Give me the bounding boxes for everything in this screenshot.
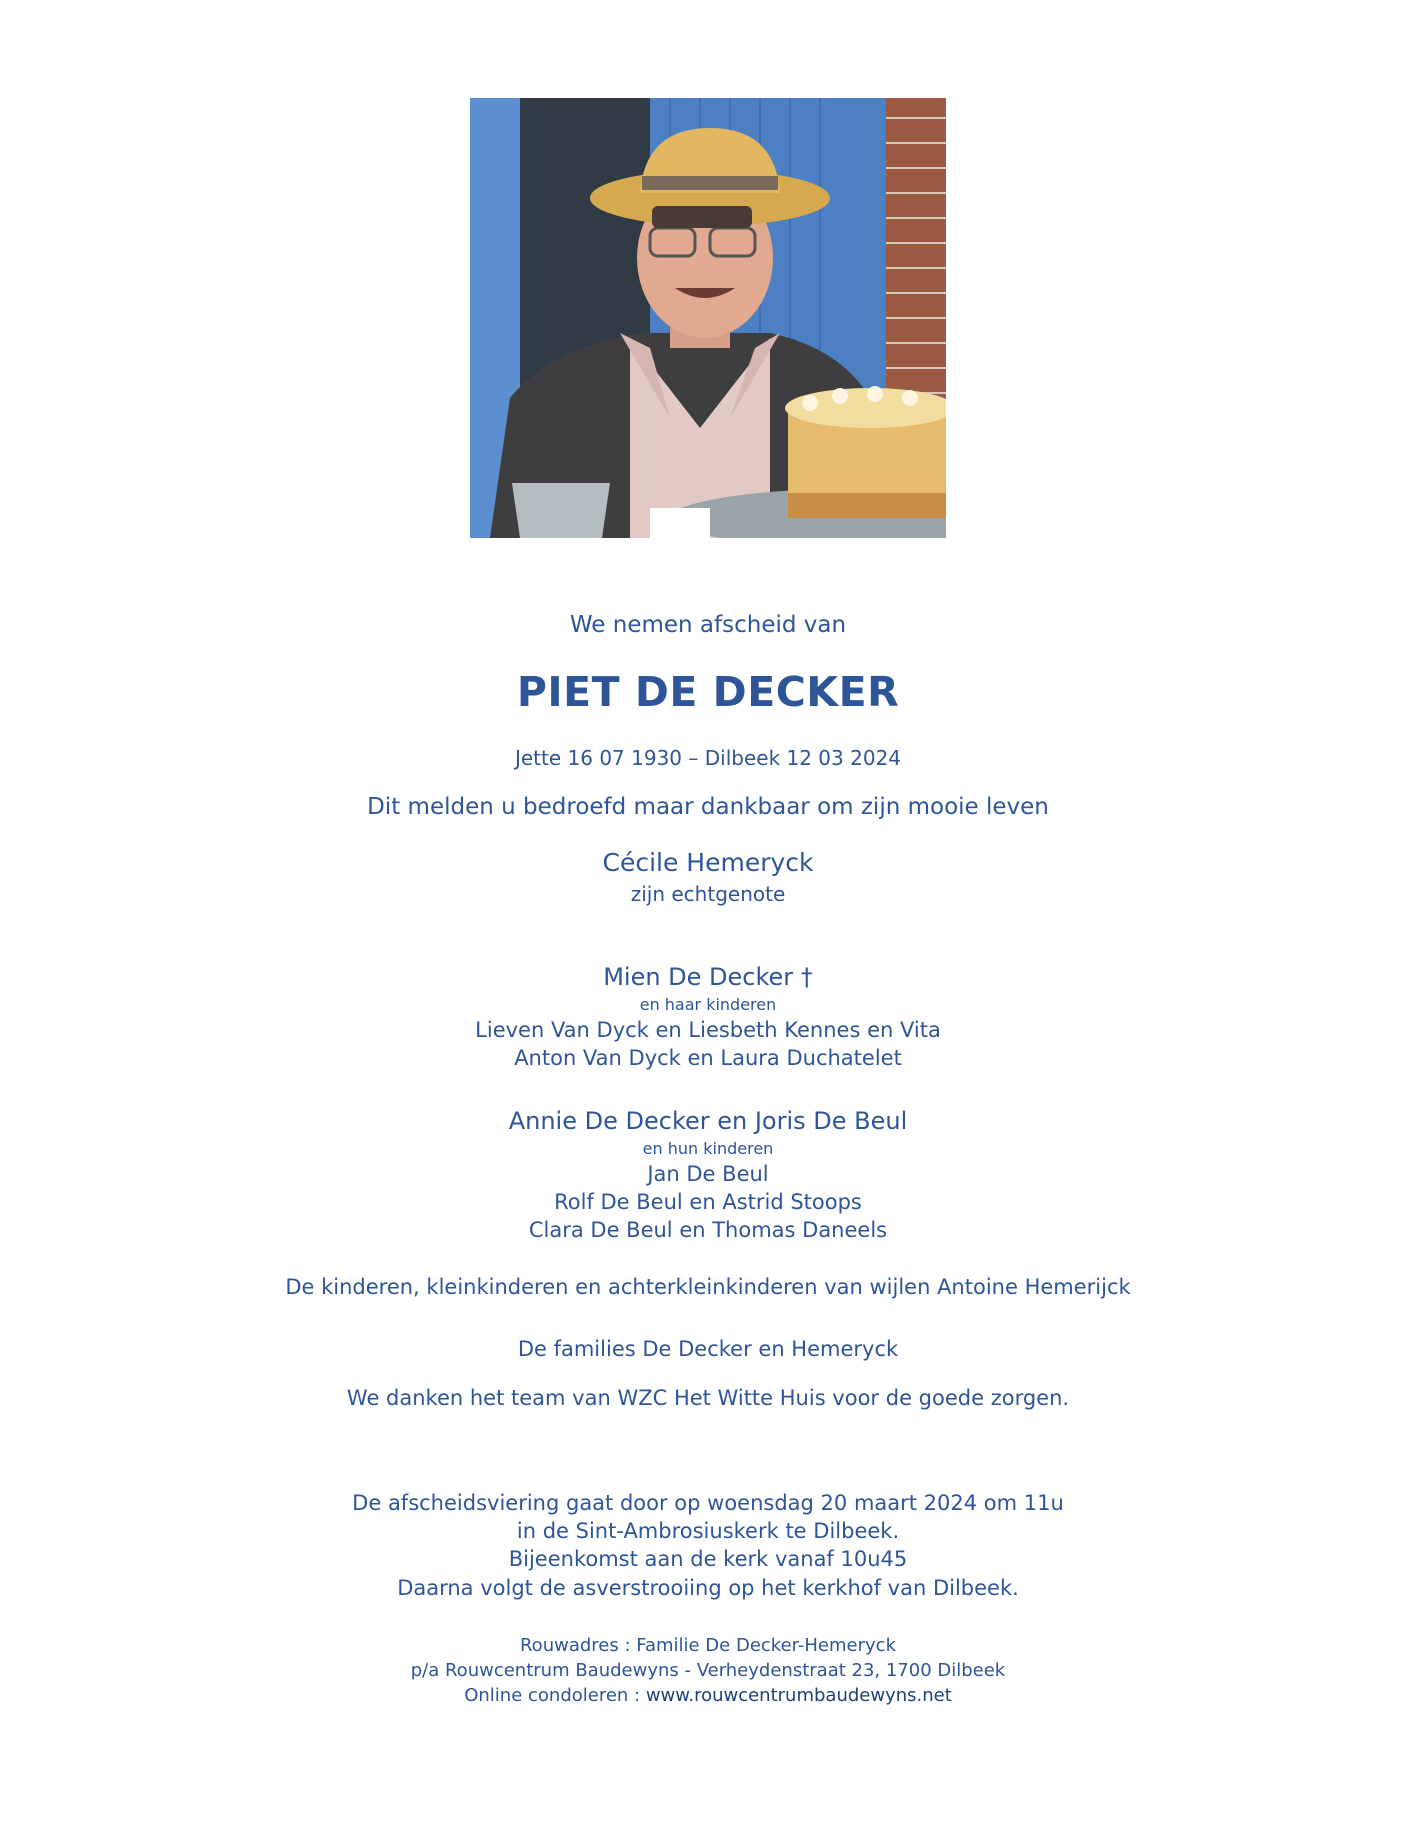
grandchild-line: Rolf De Beul en Astrid Stoops bbox=[554, 1190, 862, 1214]
mourning-address: Rouwadres : Familie De Decker-Hemeryck bbox=[519, 1635, 896, 1656]
deceased-name: PIET DE DECKER bbox=[516, 668, 900, 716]
child-name: Annie De Decker en Joris De Beul bbox=[508, 1107, 908, 1135]
extended-family-text: De kinderen, kleinkinderen en achterkleinkinderen van wijlen Antoine Hemerijck bbox=[285, 1275, 1131, 1299]
funeral-info-line: Daarna volgt de asverstrooiing op het kerkhof van Dilbeek. bbox=[397, 1576, 1019, 1600]
thanks-text: We danken het team van WZC Het Witte Huis voor de goede zorgen. bbox=[346, 1386, 1070, 1410]
announcement-message: Dit melden u bedroefd maar dankbaar om zijn mooie leven bbox=[367, 794, 1049, 820]
portrait-photo bbox=[470, 98, 946, 538]
condolence-website-link[interactable]: www.rouwcentrumbaudewyns.net bbox=[645, 1685, 952, 1706]
families-text: De families De Decker en Hemeryck bbox=[517, 1337, 899, 1361]
funeral-home-address: p/a Rouwcentrum Baudewyns - Verheydenstraat 23, 1700 Dilbeek bbox=[410, 1660, 1006, 1681]
funeral-info-line: De afscheidsviering gaat door op woensdag 20 maart 2024 om 11u bbox=[352, 1491, 1064, 1515]
spouse-role: zijn echtgenote bbox=[630, 882, 786, 906]
birth-death-dates: Jette 16 07 1930 – Dilbeek 12 03 2024 bbox=[514, 746, 902, 770]
child-subtitle: en hun kinderen bbox=[642, 1139, 774, 1158]
funeral-info-line: in de Sint-Ambrosiuskerk te Dilbeek. bbox=[516, 1519, 900, 1543]
child-name: Mien De Decker † bbox=[603, 963, 813, 991]
spouse-name: Cécile Hemeryck bbox=[602, 848, 814, 877]
online-condolence-line bbox=[0, 1685, 1416, 1706]
intro-text: We nemen afscheid van bbox=[569, 612, 847, 638]
grandchild-line: Anton Van Dyck en Laura Duchatelet bbox=[514, 1046, 902, 1070]
funeral-info-line: Bijeenkomst aan de kerk vanaf 10u45 bbox=[508, 1547, 908, 1571]
grandchild-line: Jan De Beul bbox=[647, 1162, 769, 1186]
grandchild-line: Lieven Van Dyck en Liesbeth Kennes en Vita bbox=[475, 1018, 941, 1042]
child-subtitle: en haar kinderen bbox=[639, 995, 777, 1014]
grandchild-line: Clara De Beul en Thomas Daneels bbox=[528, 1218, 888, 1242]
portrait-photo-icon bbox=[470, 98, 946, 538]
online-condolence-label: Online condoleren : bbox=[464, 1685, 646, 1706]
